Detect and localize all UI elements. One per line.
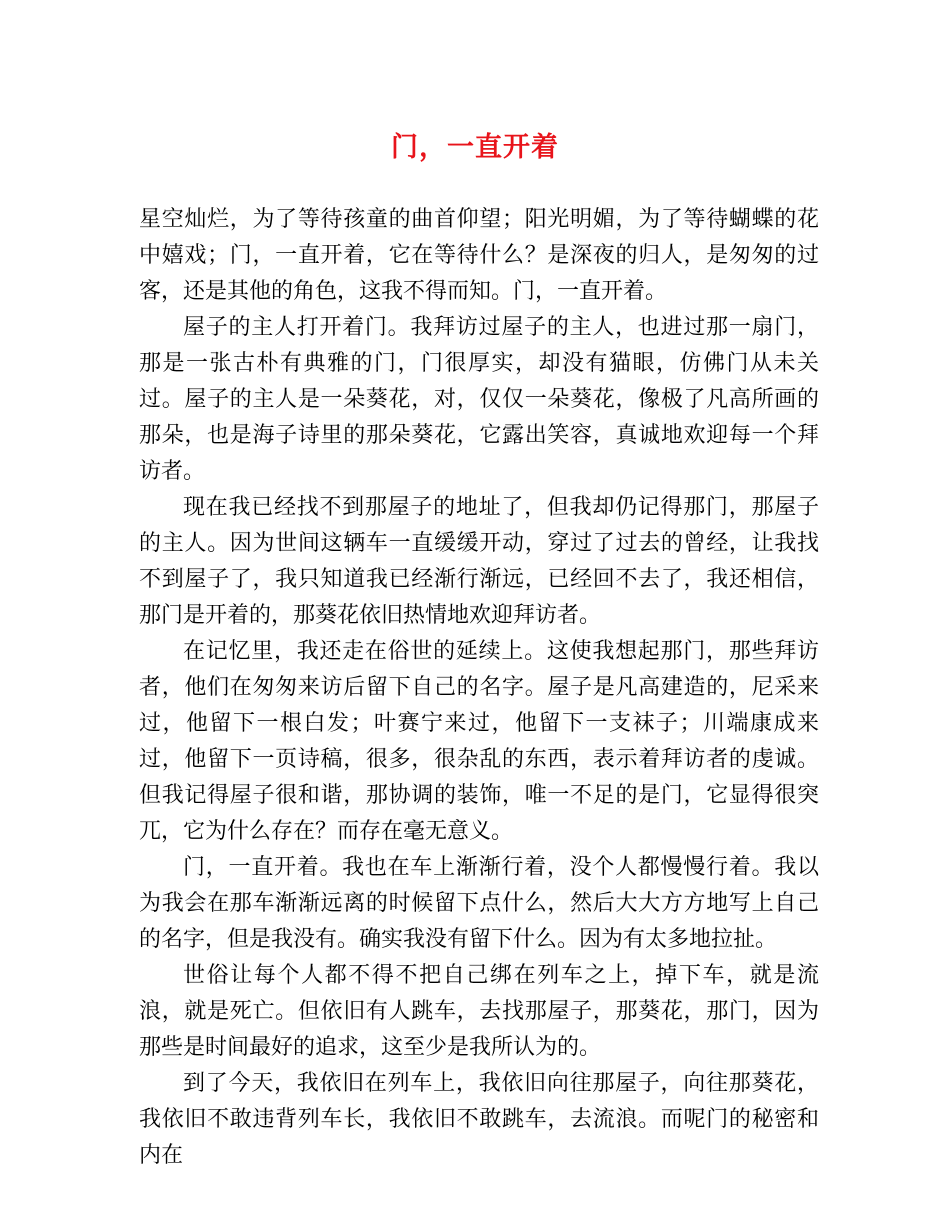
- paragraph-6: 世俗让每个人都不得不把自己绑在列车之上，掉下车，就是流浪，就是死亡。但依旧有人跳车，去找那屋子，那葵花，那门，因为那些是时间最好的追求，这至少是我所认为的。: [139, 963, 819, 1060]
- paragraph-2: 屋子的主人打开着门。我拜访过屋子的主人，也进过那一扇门，那是一张古朴有典雅的门，门很厚实，却没有猫眼，仿佛门从未关过。屋子的主人是一朵葵花，对，仅仅一朵葵花，像极了凡高所画的那朵，也是海子诗里的那朵葵花，它露出笑容，真诚地欢迎每一个拜访者。: [139, 315, 819, 484]
- paragraph-4: 在记忆里，我还走在俗世的延续上。这使我想起那门，那些拜访者，他们在匆匆来访后留下自己的名字。屋子是凡高建造的，尼采来过，他留下一根白发；叶赛宁来过，他留下一支袜子；川端康成来过，他留下一页诗稿，很多，很杂乱的东西，表示着拜访者的虔诚。但我记得屋子很和谐，那协调的装饰，唯一不足的是门，它显得很突兀，它为什么存在？而存在毫无意义。: [139, 639, 819, 844]
- paragraph-5: 门，一直开着。我也在车上渐渐行着，没个人都慢慢行着。我以为我会在那车渐渐远离的时候留下点什么，然后大大方方地写上自己的名字，但是我没有。确实我没有留下什么。因为有太多地拉扯。: [139, 855, 819, 952]
- paragraph-3: 现在我已经找不到那屋子的地址了，但我却仍记得那门，那屋子的主人。因为世间这辆车一直缓缓开动，穿过了过去的曾经，让我找不到屋子了，我只知道我已经渐行渐远，已经回不去了，我还相信，那门是开着的，那葵花依旧热情地欢迎拜访者。: [139, 495, 819, 628]
- document-body: [139, 202, 819, 1174]
- paragraph-7: 到了今天，我依旧在列车上，我依旧向往那屋子，向往那葵花，我依旧不敢违背列车长，我依旧不敢跳车，去流浪。而呢门的秘密和内在: [139, 1071, 819, 1168]
- document-title: 门，一直开着: [391, 132, 559, 163]
- paragraph-1: 星空灿烂，为了等待孩童的曲首仰望；阳光明媚，为了等待蝴蝶的花中嬉戏；门，一直开着，它在等待什么？是深夜的归人，是匆匆的过客，还是其他的角色，这我不得而知。门，一直开着。: [139, 207, 819, 304]
